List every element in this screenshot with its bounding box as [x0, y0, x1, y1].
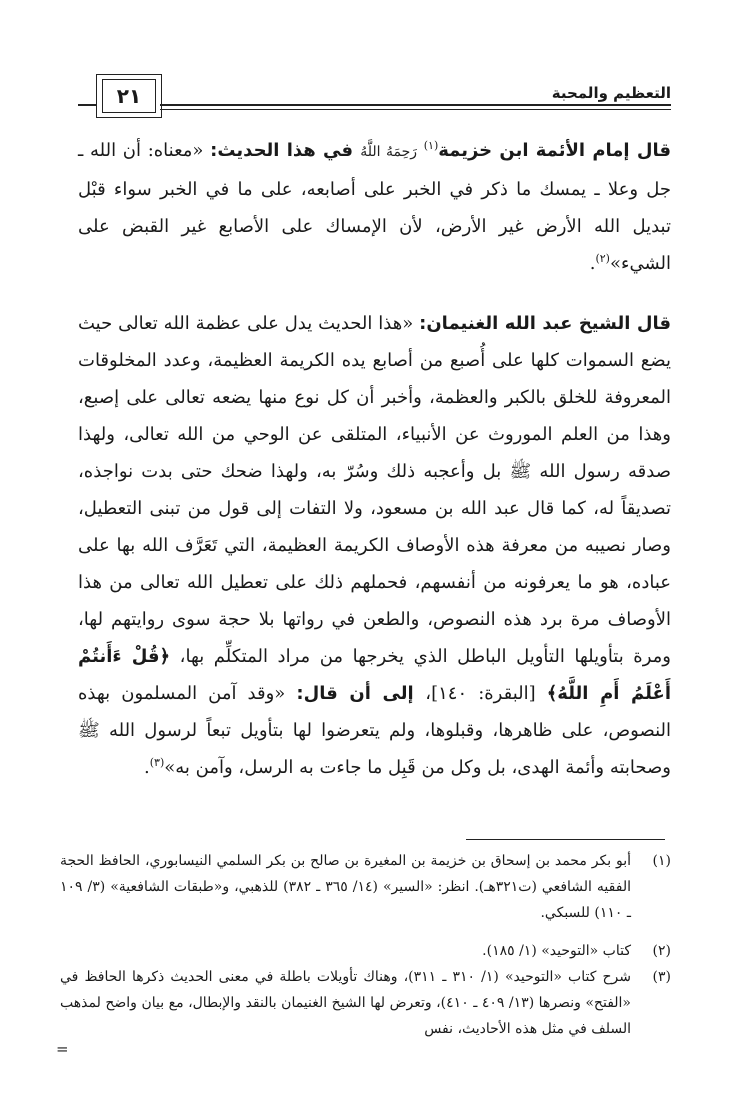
paragraph-lead-tail: في هذا الحديث: — [210, 140, 361, 161]
footnote-3 — [60, 964, 671, 1042]
page-number: ٢١ — [102, 79, 156, 113]
footnote-ref: (٢) — [595, 252, 610, 265]
paragraph-text-b: «وقد آمن المسلمون بهذه النصوص، على ظاهرها، وقبلوها، ولم يتعرضوا لها بتأويل تبعاً لرسول الله ﷺ وصحابته وأئمة الهدى، بل وكل من قَبِل ما جاءت به الرسل، وآمن به» — [78, 683, 671, 778]
period: . — [144, 757, 150, 778]
paragraph-lead: قال إمام الأئمة ابن خزيمة — [438, 140, 672, 161]
paragraph-ghunayman — [78, 305, 671, 786]
header-rule-left — [78, 104, 96, 106]
header-rule — [160, 104, 671, 106]
footnote-number: (٢) — [652, 943, 671, 959]
footnote-text: كتاب «التوحيد» (١/ ١٨٥). — [482, 943, 631, 959]
footnote-ref: (٣) — [149, 756, 165, 769]
footnote-text: أبو بكر محمد بن إسحاق بن خزيمة بن المغيرة بن صالح بن بكر السلمي النيسابوري، الحافظ الحجة الفقيه الشافعي (ت٣٢١هـ). انظر: «السير» (١٤/ ٣٦٥ ـ ٣٨٢) للذهبي، و«طبقات الشافعية» (٣/ ١٠٩ ـ ١١٠) للسبكي. — [60, 853, 631, 921]
footnote-ref: (١) — [423, 139, 439, 152]
running-title: التعظيم والمحبة — [551, 84, 671, 102]
footnote-separator — [466, 839, 665, 840]
header-rule-thin — [160, 109, 671, 110]
honorific: رَحِمَهُ اللَّهُ — [360, 144, 418, 160]
footnote-2 — [60, 938, 671, 964]
paragraph-bridge: إلى أن قال: — [296, 683, 426, 704]
paragraph-text: «هذا الحديث يدل على عظمة الله تعالى حيث يضع السموات كلها على أُصبع من أصابع يده الكريمة العظيمة، وعدد المخلوقات المعروفة للخلق بالكبر والعظمة، وأخبر أن كل نوع منها يضعه تعالى على إصبع، وهذا من العلم الموروث عن الأنبياء، المتلقى عن الوحي من الله تعالى، ولهذا صدقه رسول الله ﷺ بل وأعجبه ذلك وسُرّ به، ولهذا ضحك حتى بدت نواجذه، تصديقاً له، كما قال عبد الله بن مسعود، ولا التفات إلى قول من تبنى التعطيل، وصار نصيبه من معرفة هذه الأوصاف الكريمة العظيمة، التي تَعَرَّف الله بها على عباده، هو ما يعرفونه من أنفسهم، فحملهم ذلك على تعطيل الله تعالى من هذا الأوصاف مرة برد هذه النصوص، والطعن في رواتها بلا حجة سوى روايتهم لها، ومرة بتأويلها التأويل الباطل الذي يخرجها من مراد المتكلِّم بها، — [78, 313, 671, 667]
footnote-text: شرح كتاب «التوحيد» (١/ ٣١٠ ـ ٣١١)، وهناك تأويلات باطلة في معنى الحديث ذكرها الحافظ في «الفتح» ونصرها (١٣/ ٤٠٩ ـ ٤١٠)، وتعرض لها الشيخ الغنيمان بالنقد والإبطال، مع بيان واضح لمذهب السلف في مثل هذه الأحاديث، نفس — [60, 969, 631, 1037]
paragraph-ibn-khuzaymah — [78, 132, 671, 282]
period: . — [589, 253, 596, 274]
footnote-number: (٣) — [652, 969, 671, 985]
quran-verse: ﴿قُلْ ءَأَنتُمْ أَعْلَمُ أَمِ اللَّهُ﴾ — [78, 646, 671, 704]
continuation-mark: = — [56, 1040, 69, 1058]
quran-reference: [البقرة: ١٤٠]، — [425, 683, 547, 704]
footnote-number: (١) — [652, 853, 671, 869]
footnote-1 — [60, 848, 671, 926]
paragraph-text: «معناه: أن الله ـ جل وعلا ـ يمسك ما ذكر في الخبر على أصابعه، على ما في الخبر سواء قبْل تبديل الله الأرض غير الأرض، لأن الإمساك على الأصابع غير القبض على الشيء» — [78, 140, 671, 274]
paragraph-lead: قال الشيخ عبد الله الغنيمان: — [419, 313, 672, 334]
